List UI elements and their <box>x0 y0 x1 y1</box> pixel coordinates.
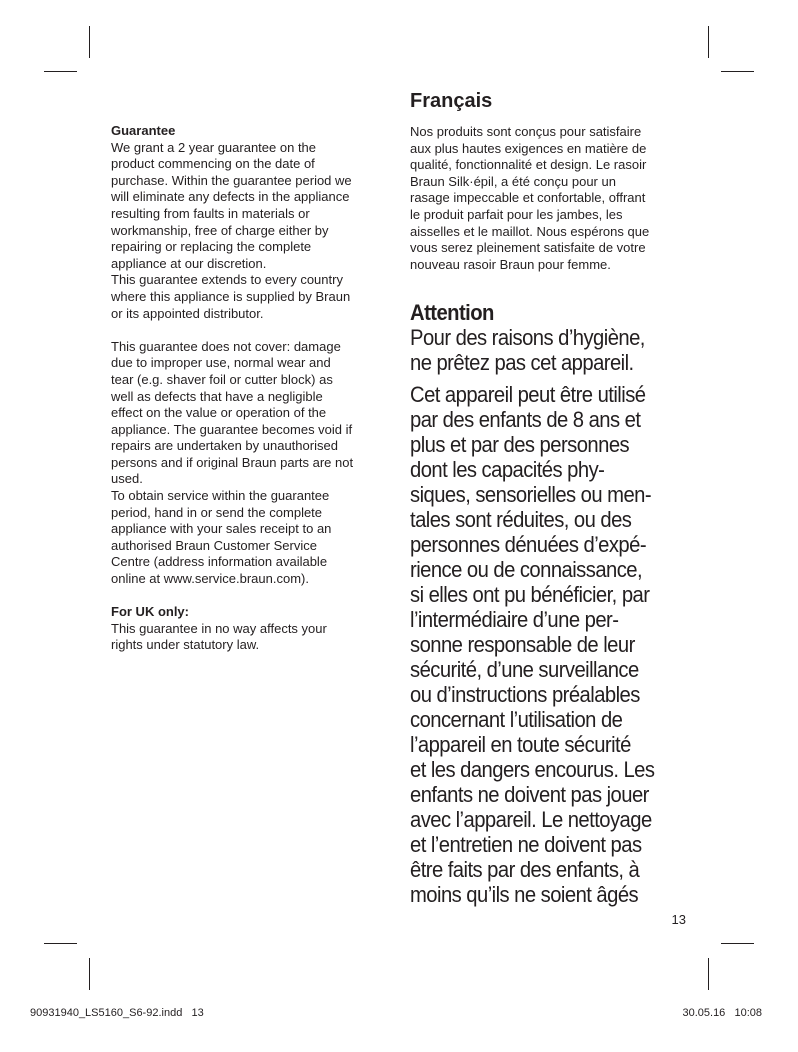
guarantee-line: repairing or replacing the complete <box>111 239 312 255</box>
page-number: 13 <box>671 912 686 927</box>
francais-intro <box>410 124 700 273</box>
crop-mark-bottom-right-horizontal <box>721 943 754 944</box>
crop-mark-bottom-right-vertical <box>708 958 709 990</box>
attention-body-line: rience ou de connaissance, <box>410 557 643 583</box>
attention-body-line: dont les capacités phy- <box>410 457 605 483</box>
attention-body-line: moins qu’ils ne soient âgés <box>410 882 639 908</box>
attention-body-line: si elles ont pu bénéficier, par <box>410 582 650 608</box>
footer-date-time: 30.05.16 10:08 <box>682 1007 762 1019</box>
attention-title: Attention <box>410 300 494 326</box>
guarantee-section <box>111 123 393 654</box>
crop-mark-top-right-horizontal <box>721 71 754 72</box>
not-cover-line: persons and if original Braun parts are not <box>111 454 354 470</box>
guarantee-line: resulting from faults in materials or <box>111 205 310 221</box>
crop-mark-bottom-left-vertical <box>89 958 90 990</box>
attention-block <box>410 300 701 907</box>
intro-line: vous serez pleinement satisfaite de votre <box>410 240 646 256</box>
attention-body-line: et l’entretien ne doivent pas <box>410 832 642 858</box>
attention-body-line: avec l’appareil. Le nettoyage <box>410 807 652 833</box>
attention-body-line: sonne responsable de leur <box>410 632 635 658</box>
attention-hygiene-line: ne prêtez pas cet appareil. <box>410 350 634 376</box>
not-cover-line: online at www.service.braun.com). <box>111 571 309 587</box>
not-cover-line: Centre (address information available <box>111 554 328 570</box>
guarantee-line: or its appointed distributor. <box>111 305 264 321</box>
not-cover-line: effect on the value or operation of the <box>111 405 327 421</box>
not-cover-line: due to improper use, normal wear and <box>111 355 331 371</box>
attention-body-line: et les dangers encourus. Les <box>410 757 655 783</box>
uk-line: This guarantee in no way affects your <box>111 620 327 636</box>
intro-line: nouveau rasoir Braun pour femme. <box>410 256 611 272</box>
footer-file-name: 90931940_LS5160_S6-92.indd 13 <box>30 1007 204 1019</box>
attention-body-line: personnes dénuées d’expé- <box>410 532 647 558</box>
not-cover-line: repairs are undertaken by unauthorised <box>111 438 338 454</box>
intro-line: aux plus hautes exigences en matière de <box>410 140 647 156</box>
not-cover-line: appliance. The guarantee becomes void if <box>111 421 353 437</box>
not-cover-line: well as defects that have a negligible <box>111 388 323 404</box>
not-cover-line: authorised Braun Customer Service <box>111 537 317 553</box>
not-cover-line: appliance with your sales receipt to an <box>111 521 332 537</box>
intro-line: Nos produits sont conçus pour satisfaire <box>410 124 642 139</box>
intro-line: Braun Silk·épil, a été conçu pour un <box>410 173 616 189</box>
intro-line: rasage impeccable et confortable, offrant <box>410 190 646 206</box>
guarantee-line: We grant a 2 year guarantee on the <box>111 139 317 155</box>
attention-body-line: l’intermédiaire d’une per- <box>410 607 619 633</box>
guarantee-heading: Guarantee <box>111 123 176 138</box>
crop-mark-bottom-left-horizontal <box>44 943 77 944</box>
guarantee-line: appliance at our discretion. <box>111 255 267 271</box>
attention-body-line: enfants ne doivent pas jouer <box>410 782 649 808</box>
attention-body-line: être faits par des enfants, à <box>410 857 640 883</box>
attention-body-line: concernant l’utilisation de <box>410 707 623 733</box>
guarantee-line: This guarantee extends to every country <box>111 272 343 288</box>
not-cover-line: used. <box>111 471 143 487</box>
attention-body-line: tales sont réduites, ou des <box>410 507 632 533</box>
guarantee-line: where this appliance is supplied by Braun <box>111 288 351 304</box>
uk-heading: For UK only: <box>111 604 189 620</box>
attention-body-line: Cet appareil peut être utilisé <box>410 382 646 408</box>
francais-section <box>410 88 700 907</box>
attention-hygiene-line: Pour des raisons d’hygiène, <box>410 325 645 351</box>
attention-body-line: ou d’instructions préalables <box>410 682 640 708</box>
guarantee-line: product commencing on the date of <box>111 156 315 172</box>
not-cover-line: period, hand in or send the complete <box>111 504 323 520</box>
intro-line: aisselles et le maillot. Nous espérons que <box>410 223 650 239</box>
not-cover-line: This guarantee does not cover: damage <box>111 338 341 354</box>
attention-body-line: par des enfants de 8 ans et <box>410 407 641 433</box>
guarantee-line: purchase. Within the guarantee period we <box>111 172 352 188</box>
guarantee-line: workmanship, free of charge either by <box>111 222 329 238</box>
not-cover-line: tear (e.g. shaver foil or cutter block) as <box>111 371 333 387</box>
intro-line: le produit parfait pour les jambes, les <box>410 206 623 222</box>
attention-body-line: siques, sensorielles ou men- <box>410 482 652 508</box>
francais-heading: Français <box>410 90 493 112</box>
attention-body-line: sécurité, d’une surveillance <box>410 657 639 683</box>
attention-body-line: plus et par des personnes <box>410 432 630 458</box>
not-cover-line: To obtain service within the guarantee <box>111 488 330 504</box>
uk-line: rights under statutory law. <box>111 637 260 653</box>
crop-mark-top-right-vertical <box>708 26 709 58</box>
guarantee-line: will eliminate any defects in the appliance <box>111 189 350 205</box>
crop-mark-top-left-horizontal <box>44 71 77 72</box>
crop-mark-top-left-vertical <box>89 26 90 58</box>
attention-body-line: l’appareil en toute sécurité <box>410 732 631 758</box>
intro-line: qualité, fonctionnalité et design. Le rasoir <box>410 157 647 173</box>
